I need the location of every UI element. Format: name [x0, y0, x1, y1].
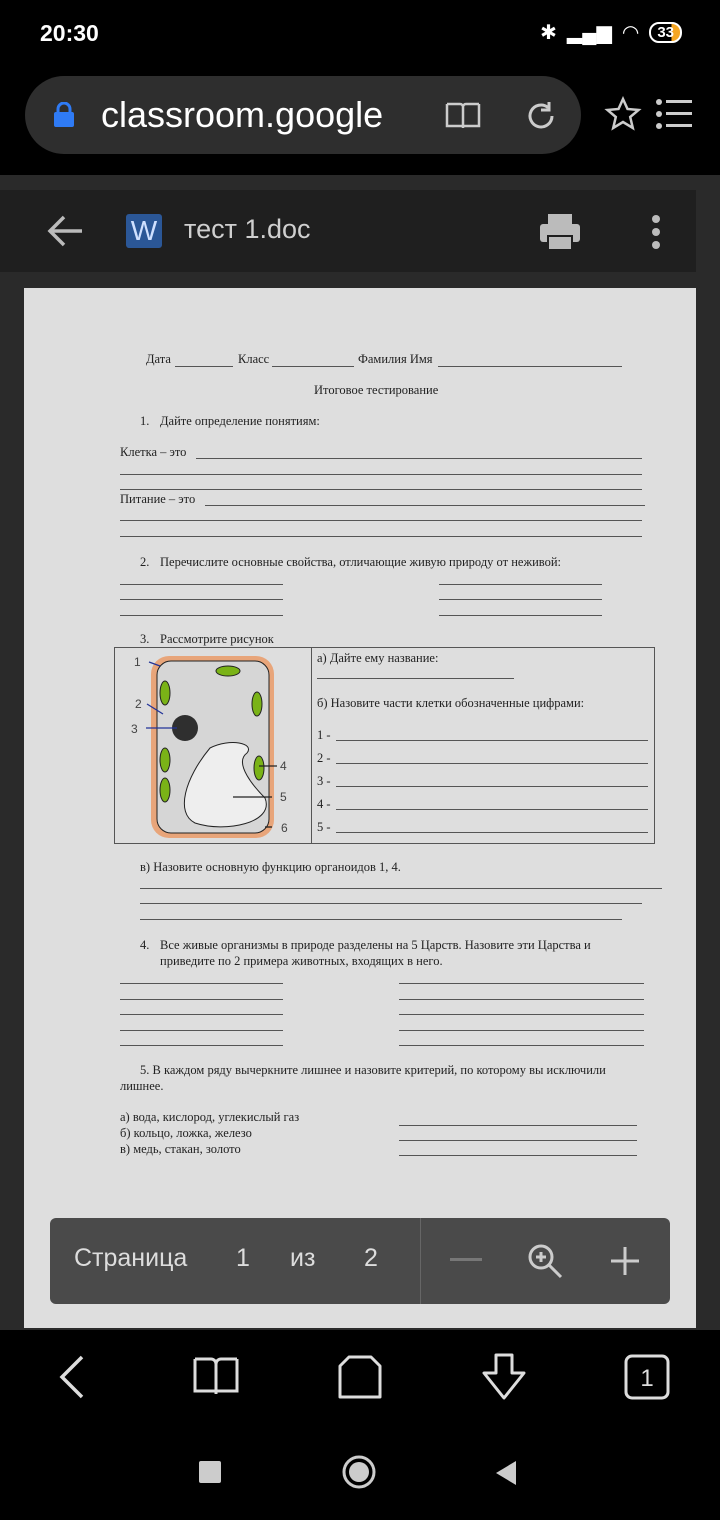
viewer-header	[0, 190, 696, 272]
label-6: 6	[281, 821, 288, 835]
answer-3: 3 -	[317, 774, 331, 788]
zoom-out-icon[interactable]	[450, 1258, 482, 1262]
bookmark-star-icon[interactable]	[604, 96, 642, 132]
q5-text-2: лишнее.	[120, 1079, 164, 1093]
document-title: тест 1.doc	[184, 214, 311, 244]
home-icon[interactable]	[337, 1354, 383, 1400]
url-text[interactable]: classroom.google	[101, 94, 384, 135]
back-arrow-icon[interactable]	[46, 214, 84, 248]
zoom-icon[interactable]	[526, 1242, 564, 1280]
reload-icon[interactable]	[525, 100, 557, 132]
answer-2: 2 -	[317, 751, 331, 765]
signal-icon: ▂▄▆	[566, 22, 612, 44]
status-bar	[0, 0, 720, 70]
page-controls	[50, 1218, 670, 1304]
q3c-text: в) Назовите основную функцию органоидов 1, 4.	[140, 860, 401, 874]
plant-cell-diagram	[115, 648, 311, 844]
svg-text:1: 1	[640, 1365, 654, 1392]
bluetooth-icon: ✱	[540, 22, 557, 44]
system-nav-bar	[0, 1430, 720, 1520]
q5-row-b: б) кольцо, ложка, железо	[120, 1126, 252, 1140]
q3-text: Рассмотрите рисунок	[160, 632, 274, 646]
q1-text: Дайте определение понятиям:	[160, 414, 320, 428]
q4-text-2: приведите по 2 примера животных, входящих в него.	[160, 954, 443, 968]
total-pages: 2	[364, 1244, 378, 1272]
wifi-icon: ◠	[621, 22, 640, 44]
q1-number: 1.	[140, 414, 150, 428]
browser-nav-bar	[0, 1330, 720, 1430]
current-page[interactable]: 1	[236, 1244, 250, 1272]
download-icon[interactable]	[480, 1352, 528, 1402]
label-5: 5	[280, 790, 287, 804]
q1-cell-label: Клетка – это	[120, 445, 187, 459]
page-of-label: из	[290, 1244, 316, 1272]
q3a-text: а) Дайте ему название:	[317, 651, 439, 665]
cell-diagram-table	[114, 647, 655, 844]
date-label: Дата	[146, 352, 171, 366]
name-label: Фамилия Имя	[358, 352, 433, 366]
system-home-icon[interactable]	[341, 1454, 377, 1490]
lock-icon	[53, 102, 75, 128]
answer-1: 1 -	[317, 728, 331, 742]
system-back-icon[interactable]	[494, 1460, 518, 1486]
q5-row-c: в) медь, стакан, золото	[120, 1142, 241, 1156]
zoom-in-icon[interactable]	[610, 1246, 640, 1276]
address-bar[interactable]	[25, 76, 581, 154]
q1-nutrition-label: Питание – это	[120, 492, 196, 506]
bookmarks-icon[interactable]	[192, 1356, 240, 1396]
word-file-icon: W	[126, 214, 162, 248]
q2-text: Перечислите основные свойства, отличающие живую природу от неживой:	[160, 555, 562, 569]
q3-number: 3.	[140, 632, 150, 646]
q5-row-a: а) вода, кислород, углекислый газ	[120, 1110, 300, 1124]
recents-icon[interactable]	[199, 1461, 221, 1483]
print-icon[interactable]	[538, 212, 582, 252]
label-4: 4	[280, 759, 287, 773]
battery-icon: 33	[649, 22, 682, 43]
q4-number: 4.	[140, 938, 150, 952]
menu-icon[interactable]	[656, 98, 692, 130]
q3b-text: б) Назовите части клетки обозначенные цифрами:	[317, 696, 585, 710]
page-label: Страница	[74, 1244, 188, 1272]
test-title: Итоговое тестирование	[314, 383, 439, 397]
tabs-icon[interactable]	[624, 1354, 670, 1400]
class-label: Класс	[238, 352, 270, 366]
back-icon[interactable]	[58, 1354, 86, 1400]
q4-text-1: Все живые организмы в природе разделены на 5 Царств. Назовите эти Царства и	[160, 938, 591, 952]
label-3: 3	[131, 722, 138, 736]
document-page	[24, 288, 696, 1328]
label-2: 2	[135, 697, 142, 711]
answer-5: 5 -	[317, 820, 331, 834]
q5-text-1: 5. В каждом ряду вычеркните лишнее и назовите критерий, по которому вы исключили	[140, 1063, 606, 1077]
status-icons	[540, 20, 682, 45]
answer-4: 4 -	[317, 797, 331, 811]
clock: 20:30	[40, 20, 99, 46]
label-1: 1	[134, 655, 141, 669]
reader-mode-icon[interactable]	[445, 100, 481, 130]
more-options-icon[interactable]	[650, 214, 662, 250]
q2-number: 2.	[140, 555, 150, 569]
